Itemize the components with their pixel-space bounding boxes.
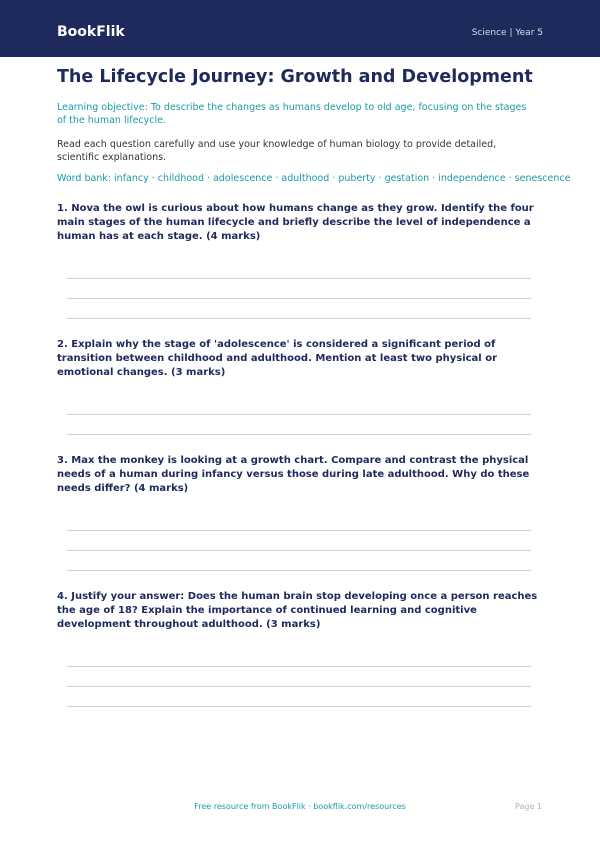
brand-logo: BookFlik bbox=[57, 24, 125, 40]
answer-line[interactable] bbox=[67, 278, 531, 279]
answer-line[interactable] bbox=[67, 530, 531, 531]
worksheet-title: The Lifecycle Journey: Growth and Development bbox=[57, 67, 533, 87]
page-number: Page 1 bbox=[515, 802, 542, 811]
instructions-text: Read each question carefully and use your knowledge of human biology to provide detailed, scientific explanations. bbox=[57, 139, 497, 163]
answer-line[interactable] bbox=[67, 666, 531, 667]
answer-line[interactable] bbox=[67, 434, 531, 435]
answer-line[interactable] bbox=[67, 706, 531, 707]
answer-line[interactable] bbox=[67, 414, 531, 415]
word-bank: Word bank: infancy · childhood · adolescence · adulthood · puberty · gestation · independence · senescence bbox=[57, 173, 571, 184]
learning-objective: Learning objective: To describe the changes as humans develop to old age, focusing on the stages of the human lifecycle. bbox=[57, 102, 527, 126]
question-3: 3. Max the monkey is looking at a growth chart. Compare and contrast the physical needs of a human during infancy versus those during late adulthood. Why do these needs differ? (4 marks) bbox=[57, 455, 530, 494]
answer-line[interactable] bbox=[67, 570, 531, 571]
answer-line[interactable] bbox=[67, 298, 531, 299]
footer-resource-link[interactable]: Free resource from BookFlik · bookflik.com/resources bbox=[194, 802, 406, 811]
question-4: 4. Justify your answer: Does the human brain stop developing once a person reaches the age of 18? Explain the importance of continued learning and cognitive development throughout adulthood. (3 marks) bbox=[57, 591, 538, 630]
question-2: 2. Explain why the stage of 'adolescence' is considered a significant period of transition between childhood and adulthood. Mention at least two physical or emotional changes. (3 marks) bbox=[57, 339, 498, 378]
answer-line[interactable] bbox=[67, 550, 531, 551]
question-1: 1. Nova the owl is curious about how humans change as they grow. Identify the four main stages of the human lifecycle and briefly describe the level of independence a human has at each stage. (4 marks) bbox=[57, 203, 534, 242]
answer-line[interactable] bbox=[67, 318, 531, 319]
answer-line[interactable] bbox=[67, 686, 531, 687]
subject-year-label: Science | Year 5 bbox=[471, 28, 543, 38]
header-bar bbox=[0, 0, 600, 57]
